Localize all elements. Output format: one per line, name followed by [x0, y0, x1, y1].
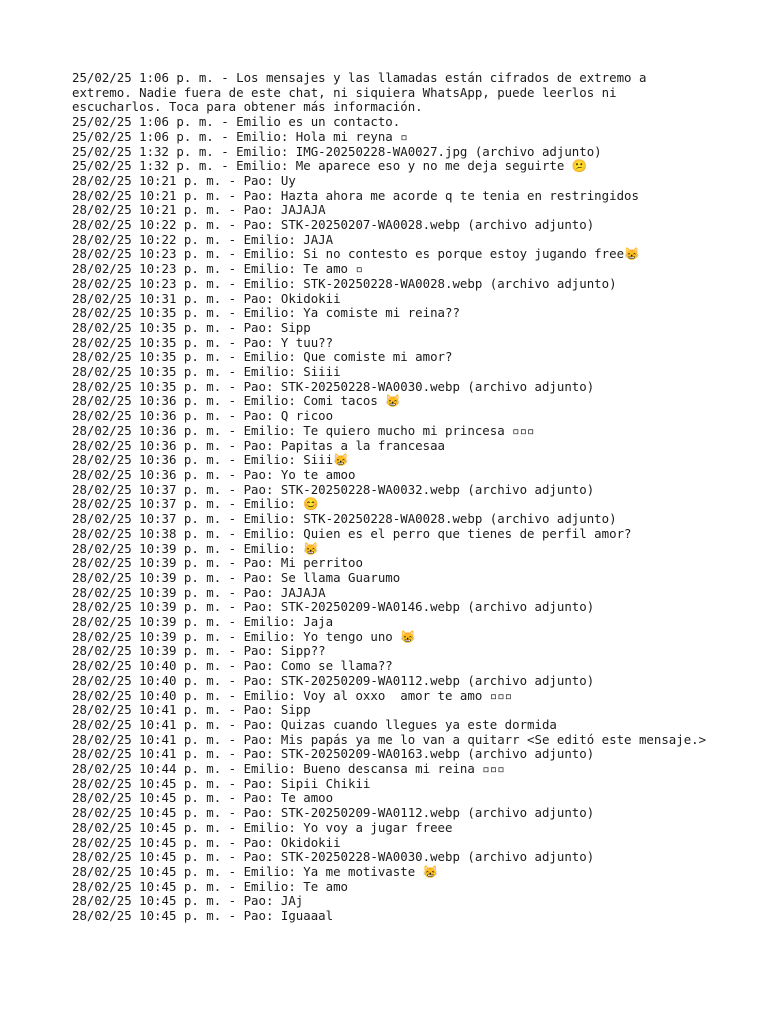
chat-log-line: 28/02/25 10:41 p. m. - Pao: Quizas cuando llegues ya este dormida: [72, 716, 557, 732]
chat-log-line: 28/02/25 10:35 p. m. - Pao: Y tuu??: [72, 334, 334, 350]
chat-log-line: 25/02/25 1:06 p. m. - Los mensajes y las llamadas están cifrados de extremo a extremo. Nadie fuera de este chat, ni siquiera WhatsApp, puede leerlos ni escucharlos. Toca para obtener más información.: [72, 70, 654, 115]
chat-log-line: 28/02/25 10:39 p. m. - Pao: Sipp??: [72, 643, 326, 659]
chat-log-line: 28/02/25 10:35 p. m. - Pao: Sipp: [72, 319, 311, 335]
chat-log-line: 25/02/25 1:06 p. m. - Emilio: Hola mi reyna ▫: [72, 128, 408, 144]
chat-log-line: 28/02/25 10:21 p. m. - Pao: JAJAJA: [72, 202, 326, 218]
chat-log-line: 28/02/25 10:39 p. m. - Pao: STK-20250209-WA0146.webp (archivo adjunto): [72, 599, 595, 615]
chat-log-line: 28/02/25 10:35 p. m. - Emilio: Ya comiste mi reina??: [72, 305, 460, 321]
chat-log-line: 28/02/25 10:44 p. m. - Emilio: Bueno descansa mi reina ▫▫▫: [72, 761, 505, 777]
chat-log-line: 28/02/25 10:40 p. m. - Pao: STK-20250209-WA0112.webp (archivo adjunto): [72, 672, 595, 688]
chat-log-line: 28/02/25 10:35 p. m. - Emilio: Siiii: [72, 364, 341, 380]
chat-log-line: 28/02/25 10:35 p. m. - Pao: STK-20250228-WA0030.webp (archivo adjunto): [72, 378, 595, 394]
chat-log-line: 28/02/25 10:40 p. m. - Emilio: Voy al oxxo amor te amo ▫▫▫: [72, 687, 513, 703]
chat-log-line: 28/02/25 10:41 p. m. - Pao: STK-20250209-WA0163.webp (archivo adjunto): [72, 746, 595, 762]
chat-log-line: 28/02/25 10:21 p. m. - Pao: Uy: [72, 172, 296, 188]
chat-log-line: 28/02/25 10:45 p. m. - Pao: STK-20250209-WA0112.webp (archivo adjunto): [72, 805, 595, 821]
chat-log-line: 28/02/25 10:45 p. m. - Emilio: Ya me motivaste 😸: [72, 863, 439, 879]
chat-log-line: 28/02/25 10:37 p. m. - Emilio: 😊: [72, 496, 319, 512]
chat-log-line: 25/02/25 1:06 p. m. - Emilio es un contacto.: [72, 114, 401, 130]
chat-log-line: 28/02/25 10:37 p. m. - Emilio: STK-20250228-WA0028.webp (archivo adjunto): [72, 511, 617, 527]
chat-log-line: 28/02/25 10:37 p. m. - Pao: STK-20250228-WA0032.webp (archivo adjunto): [72, 481, 595, 497]
chat-log-line: 28/02/25 10:39 p. m. - Pao: JAJAJA: [72, 584, 326, 600]
chat-log-line: 28/02/25 10:36 p. m. - Emilio: Te quiero mucho mi princesa ▫▫▫: [72, 422, 535, 438]
chat-log-line: 28/02/25 10:45 p. m. - Pao: Okidokii: [72, 834, 341, 850]
chat-log-line: 28/02/25 10:41 p. m. - Pao: Sipp: [72, 702, 311, 718]
chat-log-line: 28/02/25 10:39 p. m. - Pao: Mi perritoo: [72, 555, 363, 571]
chat-log-line: 28/02/25 10:45 p. m. - Emilio: Te amo: [72, 878, 349, 894]
chat-log-line: 28/02/25 10:41 p. m. - Pao: Mis papás ya me lo van a quitarr <Se editó este mensaje.>: [72, 731, 707, 747]
chat-log-line: 28/02/25 10:23 p. m. - Emilio: Te amo ▫: [72, 261, 363, 277]
chat-log-line: 28/02/25 10:45 p. m. - Pao: Iguaaal: [72, 908, 334, 924]
chat-log-line: 28/02/25 10:22 p. m. - Pao: STK-20250207-WA0028.webp (archivo adjunto): [72, 217, 595, 233]
chat-log-line: 28/02/25 10:39 p. m. - Emilio: Yo tengo uno 😸: [72, 628, 416, 644]
chat-log-line: 28/02/25 10:38 p. m. - Emilio: Quien es el perro que tienes de perfil amor?: [72, 525, 632, 541]
chat-log-line: 28/02/25 10:23 p. m. - Emilio: Si no contesto es porque estoy jugando free😸: [72, 246, 640, 262]
chat-log-line: 28/02/25 10:39 p. m. - Emilio: Jaja: [72, 614, 334, 630]
chat-log-line: 28/02/25 10:21 p. m. - Pao: Hazta ahora me acorde q te tenia en restringidos: [72, 187, 639, 203]
chat-log-line: 28/02/25 10:36 p. m. - Emilio: Comi tacos 😸: [72, 393, 401, 409]
chat-log-line: 28/02/25 10:45 p. m. - Pao: STK-20250228-WA0030.webp (archivo adjunto): [72, 849, 595, 865]
chat-log-line: 28/02/25 10:36 p. m. - Pao: Papitas a la francesaa: [72, 437, 445, 453]
chat-log-line: 28/02/25 10:36 p. m. - Emilio: Siii😸: [72, 452, 349, 468]
chat-log-line: 28/02/25 10:39 p. m. - Emilio: 😸: [72, 540, 319, 556]
chat-log-line: 28/02/25 10:36 p. m. - Pao: Yo te amoo: [72, 466, 356, 482]
chat-log-line: 28/02/25 10:23 p. m. - Emilio: STK-20250228-WA0028.webp (archivo adjunto): [72, 275, 617, 291]
chat-log-line: 28/02/25 10:39 p. m. - Pao: Se llama Guarumo: [72, 569, 401, 585]
chat-log-line: 25/02/25 1:32 p. m. - Emilio: Me aparece eso y no me deja seguirte 😕: [72, 158, 588, 174]
chat-log-line: 28/02/25 10:45 p. m. - Pao: Sipii Chikii: [72, 775, 371, 791]
chat-log-line: 28/02/25 10:45 p. m. - Pao: Te amoo: [72, 790, 334, 806]
chat-log: [72, 71, 708, 924]
chat-log-line: 25/02/25 1:32 p. m. - Emilio: IMG-20250228-WA0027.jpg (archivo adjunto): [72, 143, 602, 159]
chat-log-line: 28/02/25 10:40 p. m. - Pao: Como se llama??: [72, 658, 393, 674]
chat-log-line: 28/02/25 10:45 p. m. - Emilio: Yo voy a jugar freee: [72, 819, 453, 835]
chat-log-line: 28/02/25 10:36 p. m. - Pao: Q ricoo: [72, 408, 334, 424]
chat-log-line: 28/02/25 10:22 p. m. - Emilio: JAJA: [72, 231, 334, 247]
chat-log-line: 28/02/25 10:35 p. m. - Emilio: Que comiste mi amor?: [72, 349, 453, 365]
chat-log-line: 28/02/25 10:31 p. m. - Pao: Okidokii: [72, 290, 341, 306]
chat-log-line: 28/02/25 10:45 p. m. - Pao: JAj: [72, 893, 304, 909]
